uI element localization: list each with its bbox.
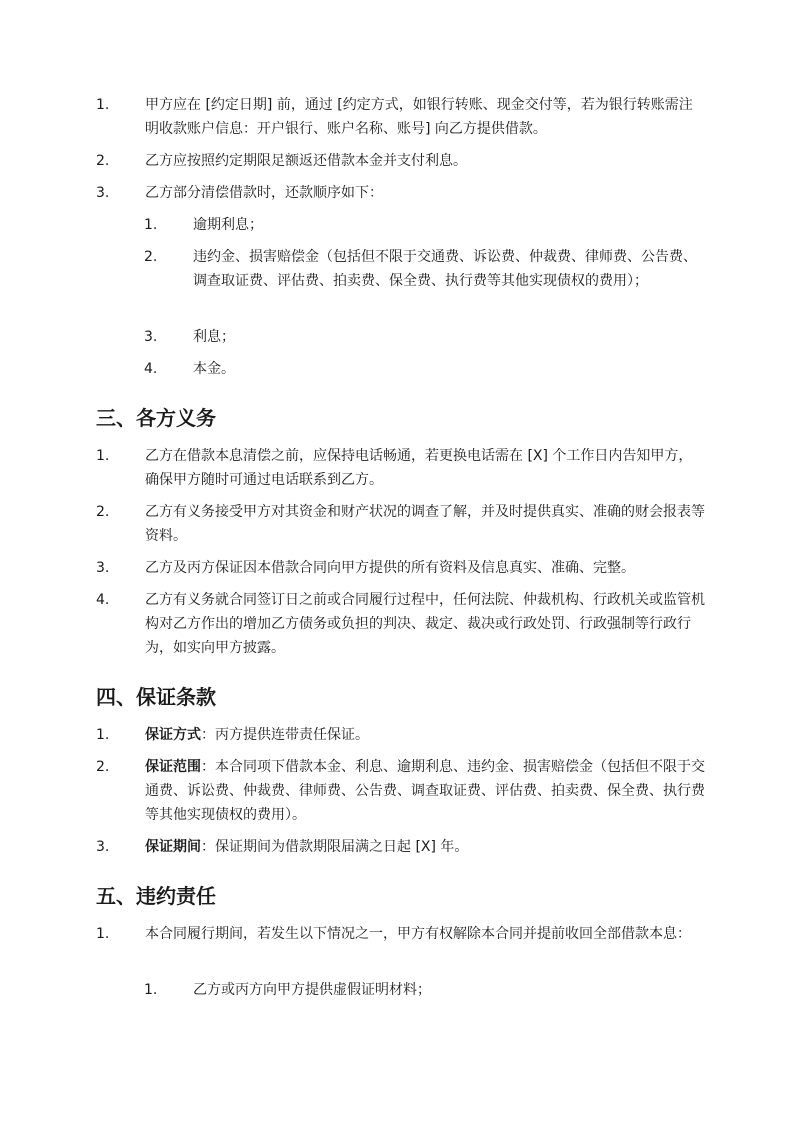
list-number: 1. <box>96 97 110 113</box>
list-text: 本合同履行期间，若发生以下情况之一，甲方有权解除本合同并提前收回全部借款本息： <box>145 926 691 942</box>
list-item <box>96 922 706 946</box>
section-heading: 三、各方义务 <box>96 406 216 430</box>
list-number: 3. <box>96 185 110 201</box>
list-number: 1. <box>96 727 110 743</box>
list-text: 利息； <box>193 329 235 345</box>
list-text: 乙方在借款本息清偿之前，应保持电话畅通，若更换电话需在 [X] 个工作日内告知甲方，确保甲方随时可通过电话联系到乙方。 <box>145 448 693 488</box>
list-item <box>96 588 706 660</box>
list-text: 乙方部分清偿借款时，还款顺序如下： <box>145 185 383 201</box>
sub-list-item <box>144 357 706 381</box>
list-item <box>96 181 706 205</box>
list-text: 乙方应按照约定期限足额返还借款本金并支付利息。 <box>145 153 467 169</box>
term-label: 保证范围 <box>145 759 201 775</box>
list-text: 乙方及丙方保证因本借款合同向甲方提供的所有资料及信息真实、准确、完整。 <box>145 560 635 576</box>
list-text: 违约金、损害赔偿金（包括但不限于交通费、诉讼费、仲裁费、律师费、公告费、调查取证费、评估费、拍卖费、保全费、执行费等其他实现债权的费用）； <box>193 249 697 289</box>
list-text: 本金。 <box>193 361 235 377</box>
list-item <box>96 444 706 492</box>
section-heading: 四、保证条款 <box>96 685 216 709</box>
sub-list-item <box>144 213 706 237</box>
list-number: 2. <box>144 249 158 265</box>
list-number: 3. <box>96 560 110 576</box>
sub-list-item <box>144 978 706 1002</box>
list-item <box>96 755 706 827</box>
list-item <box>96 149 706 173</box>
term-text: ：本合同项下借款本金、利息、逾期利息、违约金、损害赔偿金（包括但不限于交通费、诉讼费、仲裁费、律师费、公告费、调查取证费、评估费、拍卖费、保全费、执行费等其他实现债权的费用）。 <box>145 759 705 823</box>
sub-list-item <box>144 245 706 293</box>
list-item <box>96 723 706 747</box>
list-text <box>145 835 706 859</box>
list-number: 1. <box>144 982 158 998</box>
list-text <box>145 723 706 747</box>
list-item <box>96 500 706 548</box>
list-number: 4. <box>144 361 158 377</box>
term-text: ：丙方提供连带责任保证。 <box>201 727 369 743</box>
term-label: 保证方式 <box>145 727 201 743</box>
list-text: 逾期利息； <box>193 217 263 233</box>
list-number: 3. <box>144 329 158 345</box>
list-text <box>145 755 706 827</box>
list-item <box>96 835 706 859</box>
list-text: 乙方或丙方向甲方提供虚假证明材料； <box>193 982 431 998</box>
list-number: 2. <box>96 153 110 169</box>
list-number: 1. <box>96 926 110 942</box>
list-number: 2. <box>96 759 110 775</box>
list-number: 1. <box>144 217 158 233</box>
list-item <box>96 556 706 580</box>
term-text: ：保证期间为借款期限届满之日起 [X] 年。 <box>201 839 469 855</box>
section-heading: 五、违约责任 <box>96 884 216 908</box>
list-text: 甲方应在 [约定日期] 前，通过 [约定方式，如银行转账、现金交付等，若为银行转账需注明收款账户信息：开户银行、账户名称、账号] 向乙方提供借款。 <box>145 97 693 137</box>
list-number: 2. <box>96 504 110 520</box>
list-text: 乙方有义务就合同签订日之前或合同履行过程中，任何法院、仲裁机构、行政机关或监管机构对乙方作出的增加乙方债务或负担的判决、裁定、裁决或行政处罚、行政强制等行政行为，如实向甲方披露。 <box>145 592 705 656</box>
list-number: 3. <box>96 839 110 855</box>
list-number: 4. <box>96 592 110 608</box>
sub-list-item <box>144 325 706 349</box>
list-number: 1. <box>96 448 110 464</box>
list-text: 乙方有义务接受甲方对其资金和财产状况的调查了解，并及时提供真实、准确的财会报表等资料。 <box>145 504 705 544</box>
term-label: 保证期间 <box>145 839 201 855</box>
list-item <box>96 93 706 141</box>
